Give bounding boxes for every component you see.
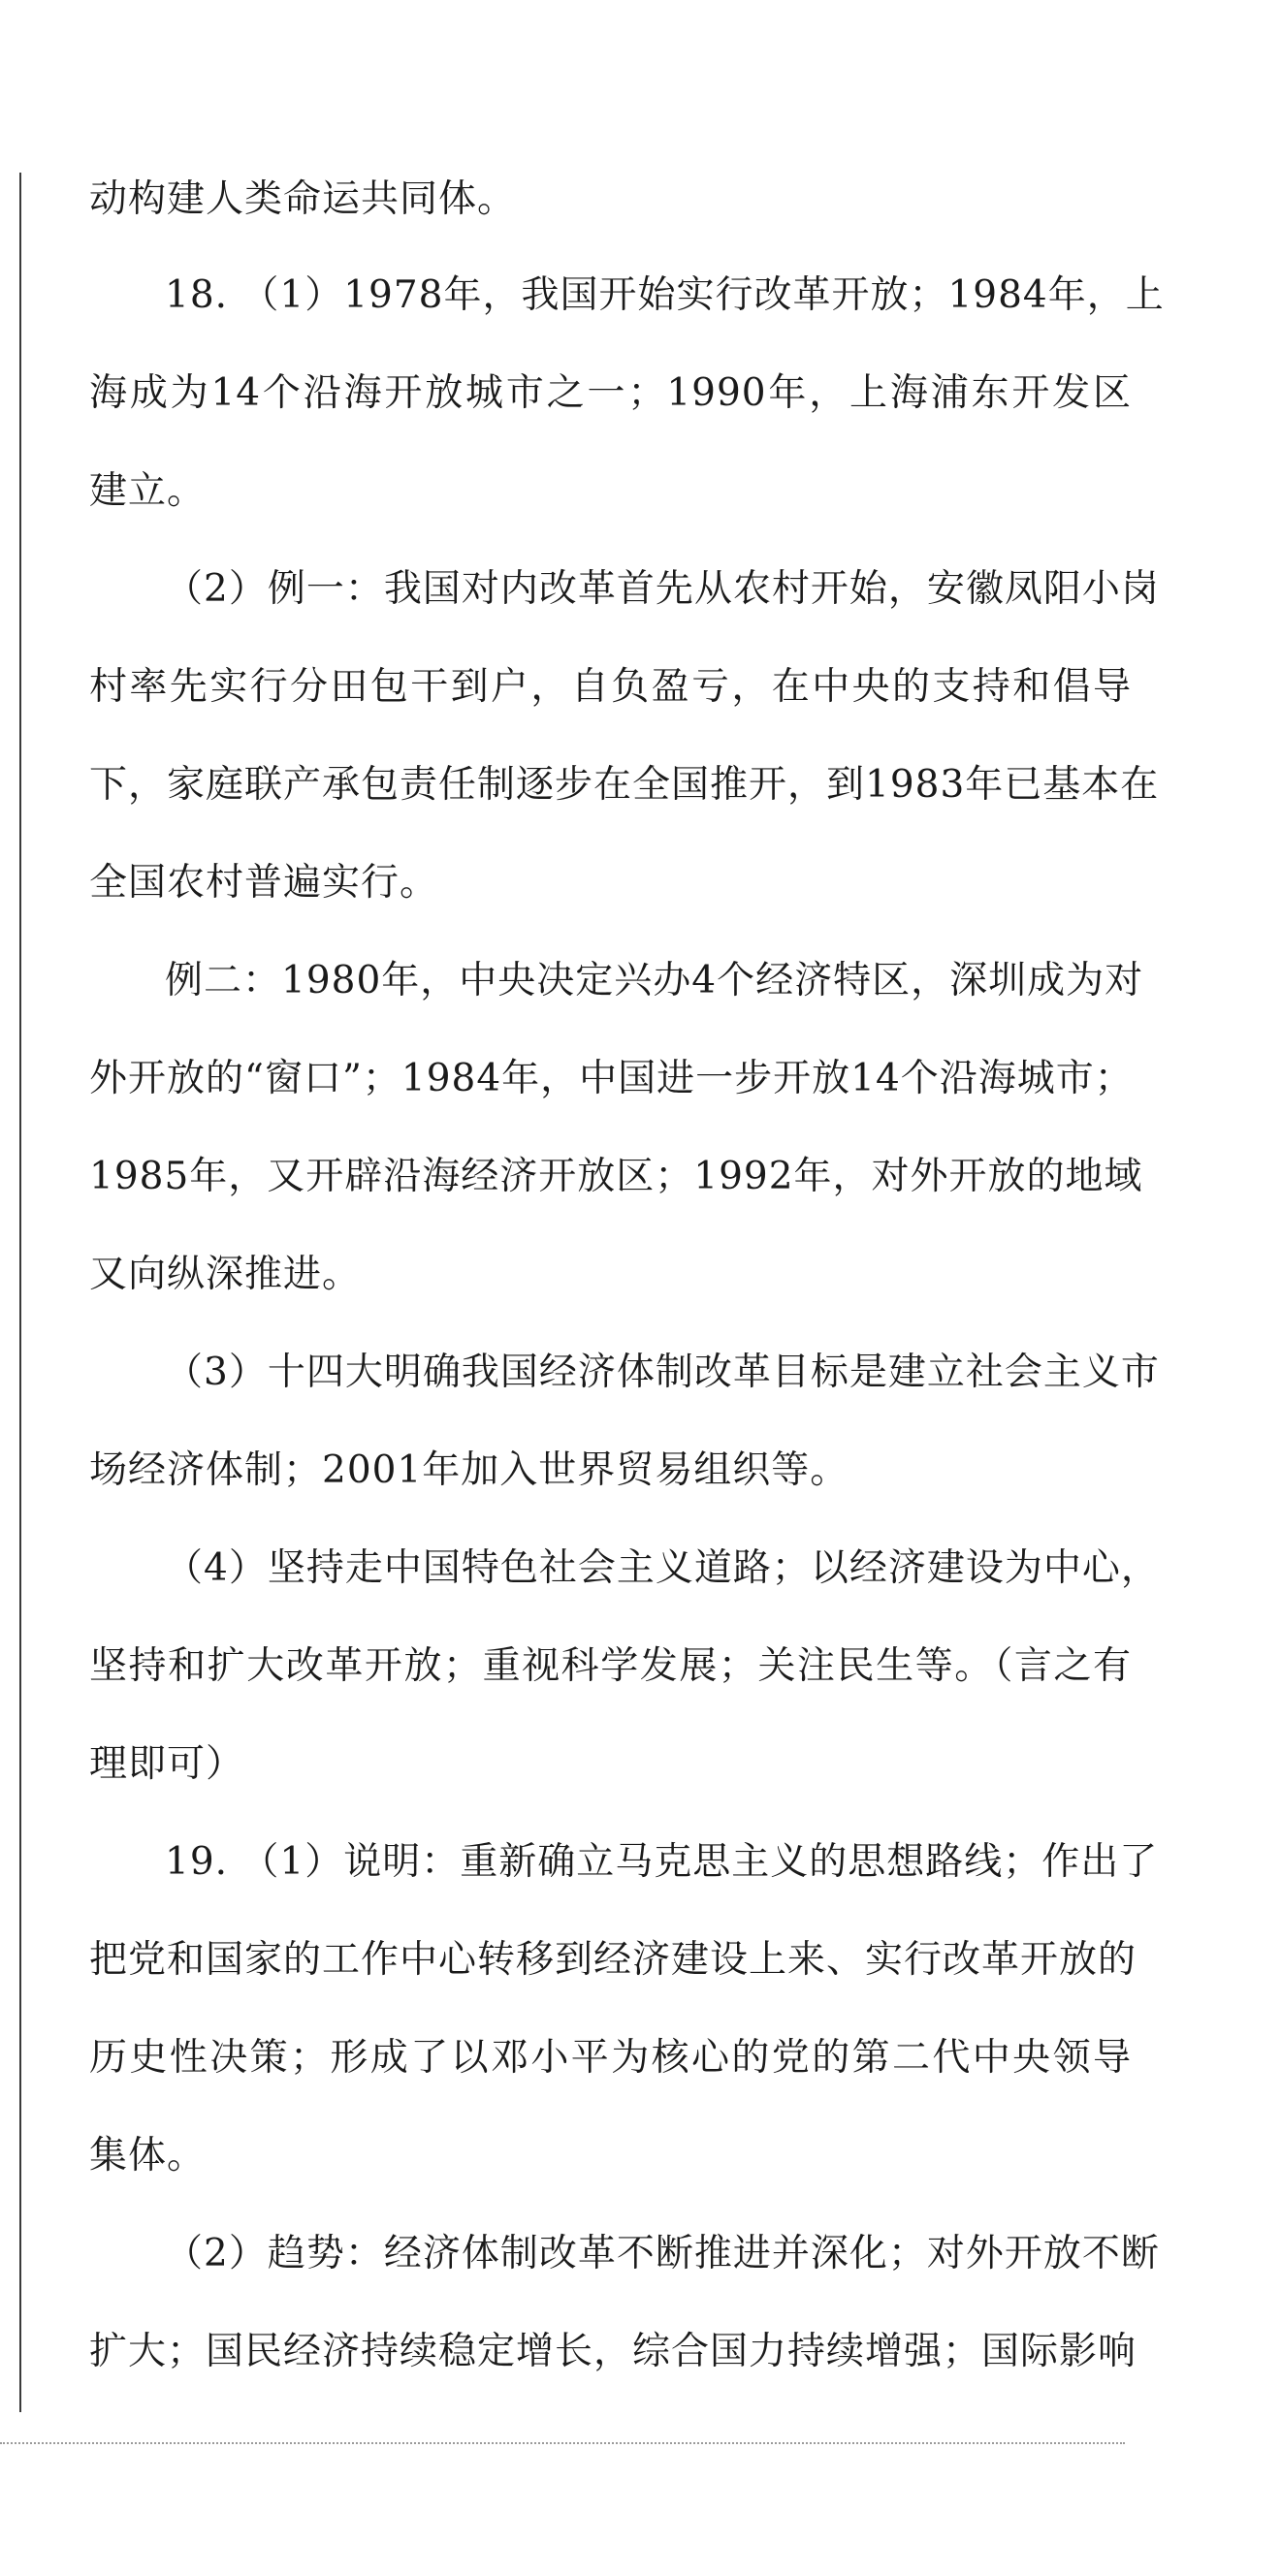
text-line: （2）趋势：经济体制改革不断推进并深化；对外开放不断 [165, 2232, 1160, 2275]
text-line: 全国农村普遍实行。 [89, 861, 439, 905]
text-line: 坚持和扩大改革开放；重视科学发展；关注民生等。（言之有 [89, 1644, 1132, 1688]
text-line: 扩大；国民经济持续稳定增长，综合国力持续增强；国际影响 [89, 2330, 1137, 2373]
text-line: 海成为14个沿海开放城市之一；1990年，上海浦东开发区 [89, 371, 1132, 415]
page-bottom-dotted-rule [0, 2442, 1125, 2444]
text-line: 建立。 [89, 469, 207, 513]
text-line: 外开放的“窗口”；1984年，中国进一步开放14个沿海城市； [89, 1057, 1134, 1100]
text-line: 动构建人类命运共同体。 [89, 177, 517, 221]
text-line: （3）十四大明确我国经济体制改革目标是建立社会主义市 [165, 1351, 1160, 1394]
text-line: 集体。 [89, 2134, 207, 2178]
text-line: 18. （1）1978年，我国开始实行改革开放；1984年，上 [165, 273, 1165, 317]
text-line: 把党和国家的工作中心转移到经济建设上来、实行改革开放的 [89, 1938, 1137, 1982]
text-line: 例二：1980年，中央决定兴办4个经济特区，深圳成为对 [165, 959, 1144, 1002]
text-line: （2）例一：我国对内改革首先从农村开始，安徽凤阳小岗 [165, 567, 1160, 611]
left-margin-rule [19, 173, 21, 2412]
text-line: 理即可） [89, 1742, 245, 1786]
text-line: 下，家庭联产承包责任制逐步在全国推开，到1983年已基本在 [89, 763, 1160, 807]
text-line: 村率先实行分田包干到户，自负盈亏，在中央的支持和倡导 [89, 665, 1132, 709]
text-line: 又向纵深推进。 [89, 1253, 362, 1296]
text-line: 19. （1）说明：重新确立马克思主义的思想路线；作出了 [165, 1840, 1159, 1884]
text-line: 历史性决策；形成了以邓小平为核心的党的第二代中央领导 [89, 2036, 1132, 2080]
text-line: （4）坚持走中国特色社会主义道路；以经济建设为中心， [165, 1546, 1160, 1590]
text-line: 场经济体制；2001年加入世界贸易组织等。 [89, 1448, 849, 1492]
text-line: 1985年，又开辟沿海经济开放区；1992年，对外开放的地域 [89, 1155, 1143, 1198]
